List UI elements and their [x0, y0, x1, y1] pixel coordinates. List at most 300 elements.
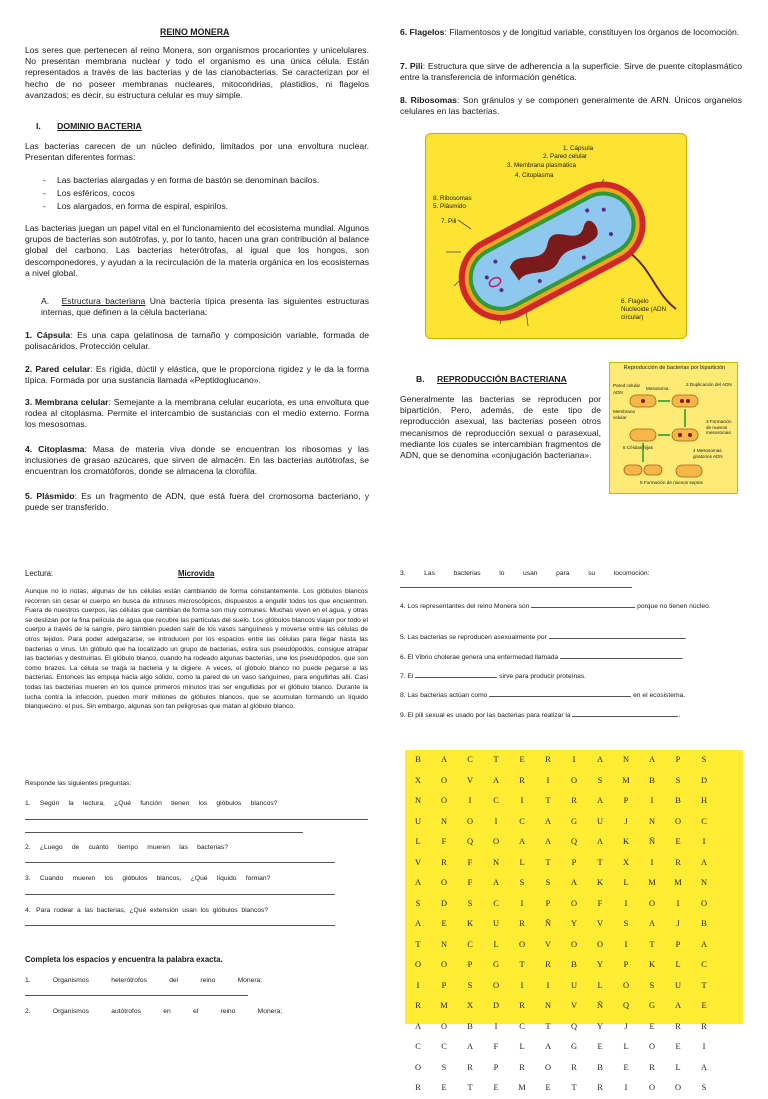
grid-letter[interactable]: O [440, 796, 448, 805]
grid-letter[interactable]: K [466, 919, 474, 928]
structure-label: 4. Citoplasma [25, 444, 85, 454]
grid-letter[interactable]: P [545, 898, 551, 908]
structure-label: 7. Pili [400, 61, 423, 71]
grid-letter[interactable] [717, 1078, 743, 1099]
grid-letter[interactable]: V [544, 939, 552, 949]
grid-letter[interactable]: A [492, 878, 500, 887]
grid-letter[interactable]: D [492, 1001, 500, 1010]
grid-letter[interactable]: O [674, 1083, 682, 1092]
bipartition-label: 4 Mesosomas giratorios ADN [693, 448, 723, 459]
grid-letter[interactable]: L [493, 939, 499, 949]
grid-letter[interactable]: O [570, 775, 578, 785]
grid-letter[interactable]: K [596, 878, 604, 887]
grid-letter[interactable]: E [675, 837, 681, 846]
grid-letter[interactable]: O [648, 1042, 656, 1051]
sub-a-text: Una bacteria típica presenta las siguientes estructuras internas, que definen a la célula bacteriana: [41, 296, 369, 318]
question-4: 4. Para rodear a las bacterias, ¿Qué extensión usan los glóbulos blancos? [25, 907, 269, 914]
grid-letter[interactable] [717, 853, 743, 874]
cell-label: 7. Pili [441, 217, 457, 225]
grid-letter[interactable]: X [622, 857, 630, 867]
list-item: - Los alargados, en forma de espiral, espirilos. [25, 201, 369, 212]
grid-letter[interactable]: T [571, 1083, 577, 1092]
grid-letter[interactable]: U [674, 980, 682, 990]
grid-letter[interactable]: A [674, 1001, 682, 1010]
question-r4 [400, 600, 742, 612]
grid-letter[interactable]: L [415, 837, 421, 846]
grid-letter[interactable]: I [702, 837, 706, 846]
grid-letter[interactable]: A [596, 796, 604, 805]
answer-line[interactable] [400, 587, 632, 588]
grid-letter[interactable]: E [701, 1001, 707, 1010]
grid-letter[interactable]: J [624, 816, 628, 826]
grid-letter[interactable]: P [675, 755, 681, 764]
structure-text: : Es un fragmento de ADN, que está fuera del cromosoma bacteriano, y puede ser transferido. [25, 491, 370, 513]
grid-letter[interactable]: I [572, 755, 576, 764]
question-text: porque no tienen núcleo. [637, 603, 711, 610]
grid-letter[interactable]: I [520, 980, 524, 990]
grid-letter[interactable]: S [701, 755, 707, 764]
grid-letter[interactable]: S [623, 919, 629, 928]
grid-letter[interactable]: V [466, 775, 474, 785]
grid-letter[interactable]: C [467, 755, 473, 764]
question-r9: 9. El pili sexual es usado por las bacterias para realizar la . [400, 709, 742, 721]
grid-letter[interactable]: J [624, 1021, 628, 1031]
cell-label: Nucleoide (ADN [621, 306, 667, 314]
grid-letter[interactable]: V [596, 919, 604, 928]
grid-letter[interactable] [717, 812, 743, 833]
grid-letter[interactable]: I [520, 796, 524, 805]
grid-letter[interactable]: O [492, 980, 500, 990]
grid-letter[interactable]: A [440, 755, 448, 764]
answer-blank[interactable] [549, 631, 685, 639]
grid-letter[interactable]: Q [622, 1001, 630, 1010]
cell-label: 1. Cápsula [563, 145, 594, 152]
cell-label: 2. Pared celular [543, 153, 588, 161]
grid-letter[interactable]: S [545, 878, 551, 887]
grid-letter[interactable]: O [648, 898, 656, 908]
grid-letter[interactable]: O [518, 939, 526, 949]
sub-a-title: Estructura bacteriana [61, 296, 146, 306]
cell-label: 8. Ribosomas [433, 195, 472, 202]
grid-letter[interactable]: I [520, 898, 524, 908]
grid-letter[interactable]: E [597, 1042, 603, 1051]
grid-letter[interactable]: F [597, 898, 603, 908]
grid-letter[interactable]: C [467, 939, 473, 949]
grid-letter[interactable]: R [545, 755, 551, 764]
grid-letter[interactable]: S [467, 898, 473, 908]
grid-letter[interactable]: O [414, 1062, 422, 1072]
grid-letter[interactable]: O [596, 939, 604, 949]
grid-letter[interactable]: Ñ [596, 1001, 604, 1010]
grid-letter[interactable]: M [622, 775, 630, 785]
grid-letter[interactable]: F [467, 857, 473, 867]
grid-letter[interactable]: A [466, 1042, 474, 1051]
structure-text: : Estructura que sirve de adherencia a la superficie. Sirve de puente citoplasmático entre la transferencia de información genética. [400, 61, 742, 83]
grid-letter[interactable]: R [571, 796, 577, 805]
grid-letter[interactable]: E [649, 1021, 655, 1031]
question-2: 2. ¿Luego de cuánto tiempo mueren las bacterias? [25, 844, 228, 851]
grid-letter[interactable]: I [494, 816, 498, 826]
grid-letter[interactable]: Q [466, 837, 474, 846]
grid-letter[interactable]: R [545, 960, 551, 969]
cell-labels-bottom [621, 298, 666, 323]
grid-letter[interactable]: T [545, 796, 551, 805]
grid-letter[interactable]: B [571, 960, 577, 969]
grid-letter[interactable]: I [650, 796, 654, 805]
list-item: - Las bacterias alargadas y en forma de bastón se denominan bacilos. [25, 175, 369, 186]
grid-letter[interactable]: L [597, 980, 603, 990]
grid-letter[interactable]: T [493, 755, 499, 764]
grid-letter[interactable]: E [675, 1042, 681, 1051]
grid-letter[interactable]: O [674, 816, 682, 826]
answer-blank[interactable] [415, 670, 497, 678]
grid-letter[interactable]: V [414, 857, 422, 867]
question-r5: 5. Las bacterias se reproducen asexualmente por . [400, 631, 742, 643]
grid-letter[interactable]: C [701, 816, 707, 826]
grid-letter[interactable]: A [544, 1042, 552, 1051]
grid-letter[interactable]: A [700, 1062, 708, 1072]
grid-letter[interactable]: S [597, 775, 603, 785]
grid-letter[interactable] [717, 750, 743, 771]
grid-letter[interactable]: T [701, 980, 707, 990]
grid-letter[interactable]: A [518, 837, 526, 846]
grid-letter[interactable]: G [492, 960, 500, 969]
grid-letter[interactable] [717, 935, 743, 956]
grid-letter[interactable] [717, 894, 743, 915]
grid-letter[interactable]: Y [570, 919, 578, 928]
bipartition-diagram [609, 362, 738, 494]
answer-line[interactable] [25, 894, 335, 895]
grid-letter[interactable]: T [649, 939, 655, 949]
grid-letter[interactable]: N [622, 755, 630, 764]
cell-labels-left [433, 195, 472, 226]
answer-blank[interactable] [572, 709, 678, 717]
grid-letter[interactable]: O [570, 898, 578, 908]
answer-blank[interactable] [489, 689, 631, 697]
structure-text: : Son gránulos y se componen generalmente de ARN. Únicos organelos celulares en las bacterias. [400, 95, 742, 117]
question-1: 1. Según la lectura, ¿Qué función tienen los glóbulos blancos? [25, 800, 278, 807]
grid-letter[interactable]: N [648, 816, 656, 826]
grid-letter[interactable] [717, 791, 743, 812]
grid-letter[interactable]: G [570, 1042, 578, 1051]
grid-letter[interactable]: A [700, 857, 708, 867]
answer-line[interactable] [25, 819, 368, 820]
question-3: 3. Cuando mueren los glóbulos blancos, ¿Qué líquido forman? [25, 875, 271, 882]
grid-letter[interactable]: C [441, 1042, 447, 1051]
grid-letter[interactable]: R [675, 1021, 681, 1031]
structure-text: : Es una capa gelatinosa de tamaño y composición variable, formada de polisacáridos. Protección celular. [25, 330, 369, 352]
grid-letter[interactable]: R [519, 919, 525, 928]
grid-letter[interactable]: N [440, 816, 448, 826]
grid-letter[interactable]: S [649, 980, 655, 990]
grid-letter[interactable] [717, 1017, 743, 1038]
grid-letter[interactable]: X [466, 1001, 474, 1010]
bipartition-label: ADN [613, 390, 623, 395]
grid-letter[interactable]: R [519, 1062, 525, 1072]
section-i-heading [36, 121, 142, 132]
grid-letter[interactable]: L [623, 878, 629, 887]
grid-letter[interactable]: O [544, 1062, 552, 1072]
bipartition-label: 2 Duplicación del ADN [686, 382, 732, 387]
grid-letter[interactable]: Q [570, 837, 578, 846]
grid-letter[interactable]: R [519, 1001, 525, 1010]
structure-label: 8. Ribosomas [400, 95, 457, 105]
grid-letter[interactable]: R [597, 1083, 603, 1092]
grid-letter[interactable]: R [415, 1083, 421, 1092]
fill-item-2: 2. Organismos autótrofos en el reino Monera: [25, 1008, 283, 1015]
grid-letter[interactable]: L [675, 1062, 681, 1072]
grid-letter[interactable] [717, 832, 743, 853]
grid-letter[interactable]: P [675, 939, 681, 949]
grid-letter[interactable]: O [440, 1021, 448, 1031]
grid-letter[interactable]: E [441, 919, 447, 928]
grid-letter[interactable]: N [544, 1001, 552, 1010]
grid-letter[interactable]: D [700, 775, 708, 785]
grid-letter[interactable] [717, 914, 743, 935]
fill-item-1: 1. Organismos heterótrofos del reino Monera: [25, 977, 263, 984]
grid-letter[interactable]: N [492, 857, 500, 867]
structure-cell-wall [25, 364, 369, 386]
grid-letter[interactable]: Ñ [544, 919, 552, 928]
grid-letter[interactable]: I [416, 980, 420, 990]
grid-letter[interactable]: L [519, 857, 525, 867]
grid-letter[interactable]: I [624, 939, 628, 949]
grid-letter[interactable]: P [467, 960, 473, 969]
grid-letter[interactable]: B [415, 755, 421, 764]
grid-letter[interactable]: A [544, 837, 552, 846]
bipartition-label: 5 Células hijas [623, 445, 653, 450]
question-text: en el ecosistema. [633, 692, 686, 699]
structure-label: 2. Pared celular [25, 364, 91, 374]
grid-letter[interactable]: M [518, 1083, 526, 1092]
grid-letter[interactable]: X [414, 775, 422, 785]
grid-letter[interactable]: R [675, 857, 681, 867]
grid-letter[interactable]: U [492, 919, 500, 928]
grid-letter[interactable]: I [624, 1083, 628, 1092]
answer-line[interactable] [25, 995, 248, 996]
grid-letter[interactable]: T [519, 960, 525, 969]
grid-letter[interactable]: A [414, 1021, 422, 1031]
grid-letter[interactable]: S [701, 1083, 707, 1092]
grid-letter[interactable]: P [441, 980, 447, 990]
grid-letter[interactable]: O [648, 1083, 656, 1092]
grid-letter[interactable]: R [701, 1021, 707, 1031]
grid-letter[interactable]: C [493, 796, 499, 805]
grid-letter[interactable]: T [545, 1021, 551, 1031]
grid-letter[interactable]: T [597, 857, 603, 867]
grid-letter[interactable]: E [545, 1083, 551, 1092]
grid-letter[interactable]: D [440, 898, 448, 908]
grid-letter[interactable]: S [467, 980, 473, 990]
grid-letter[interactable]: N [440, 939, 448, 949]
grid-letter[interactable]: I [676, 898, 680, 908]
grid-letter[interactable]: Y [596, 960, 604, 969]
grid-letter[interactable]: O [414, 960, 422, 969]
grid-letter[interactable]: A [414, 878, 422, 887]
grid-letter[interactable] [717, 955, 743, 976]
reading-label: Lectura: [25, 569, 54, 578]
grid-letter[interactable]: O [466, 816, 474, 826]
grid-letter[interactable]: K [622, 837, 630, 846]
grid-letter[interactable]: U [570, 980, 578, 990]
grid-letter[interactable]: B [701, 919, 707, 928]
grid-letter[interactable]: O [570, 939, 578, 949]
grid-letter[interactable]: F [441, 837, 447, 846]
grid-letter[interactable]: O [440, 960, 448, 969]
grid-letter[interactable]: L [623, 1042, 629, 1051]
grid-letter[interactable]: O [700, 898, 708, 908]
grid-letter[interactable]: S [441, 1062, 447, 1072]
grid-letter[interactable]: A [648, 919, 656, 928]
grid-letter[interactable]: T [467, 1083, 473, 1092]
grid-letter[interactable]: C [519, 1021, 525, 1031]
grid-letter[interactable]: T [545, 857, 551, 867]
grid-letter[interactable]: M [440, 1001, 448, 1010]
grid-letter[interactable]: E [441, 1083, 447, 1092]
grid-letter[interactable]: A [596, 837, 604, 846]
grid-letter[interactable]: O [492, 837, 500, 846]
grid-letter[interactable]: A [544, 816, 552, 826]
grid-letter[interactable]: L [519, 1042, 525, 1051]
bipartition-label: 5 Formación de nuevos septos [640, 480, 703, 485]
grid-letter[interactable]: G [648, 1001, 656, 1010]
complete-title: Completa los espacios y encuentra la palabra exacta. [25, 955, 223, 964]
structure-text: : Es rígida, dúctil y elástica, que le proporciona rigidez y le da la forma típica. Formada por una sustancia llamada «Peptidoglucano». [25, 364, 369, 386]
cell-label: 3. Membrana plasmática [507, 161, 576, 169]
grid-letter[interactable]: R [571, 1062, 577, 1072]
grid-letter[interactable]: I [468, 796, 472, 805]
grid-letter[interactable]: F [493, 1042, 499, 1051]
answer-blank[interactable] [531, 600, 635, 608]
grid-letter[interactable]: C [701, 960, 707, 969]
grid-letter[interactable]: O [440, 775, 448, 785]
question-text: 5. Las bacterias se reproducen asexualmente por [400, 634, 547, 641]
answer-line[interactable] [25, 832, 303, 833]
question-text: 6. El Vibrio cholerae genera una enfermedad llamada [400, 654, 559, 661]
reading-text: Aunque no lo notas, algunas de tus células están cambiando de forma constantemente. Los glóbulos blancos recorren sin cesar el cuerpo en busca de intrusos microscópicos, dispuestos a engullir todos los que encuentren. Fuera de nuestros cuerpos, las células que cambian de forma son muy comunes. Muchas viven en el agua, y otras se deslizan por la fina película de agua que recubre las partículas del suelo. Los glóbulos blancos viajan por todo el cuerpo a través de la sangre, pero también pueden salir de los vasos sanguíneos y moverse entre las células de otros tejidos. Para poder adelgazarse, se introducen por los espacios entre las células para llegar hasta las bacterias o virus. Un glóbulo que ha localizado un grupo de bacterias, estira sus pseudópodos, consigue atrapar las bacterias y destruirlas. El glóbulo blanco, cuando ha rodeado algunas bacterias, une los pseudópodos, que son como brazos. La célula se traga la bacteria y la digiere. A veces, el glóbulo blanco no puede pegarse a las bacterias. Entonces las empuja hacia algo sólido, como la pared de un vaso sanguíneo, para engullirlas allí. Casi todas las bacterias mueren en los quince primeros minutos tras ser engullidas por el glóbulo blanco. Durante la lucha contra la infección, pueden morir millones de glóbulos blancos, que se acumulan formando un líquido blanquecino, el pus. Sin embargo, algunas son tan peligrosas que matan al glóbulo blanco. [25, 588, 368, 711]
grid-letter[interactable]: I [546, 775, 550, 785]
structure-membrane [25, 397, 369, 431]
grid-letter[interactable]: O [622, 980, 630, 990]
grid-letter[interactable]: P [623, 796, 629, 805]
grid-letter[interactable] [717, 873, 743, 894]
section-i-title: DOMINIO BACTERIA [57, 121, 142, 131]
grid-letter[interactable]: G [570, 816, 578, 826]
cell-labels-group [507, 145, 593, 181]
grid-letter[interactable] [717, 976, 743, 997]
grid-letter[interactable]: S [519, 878, 525, 887]
grid-letter[interactable]: A [570, 878, 578, 887]
grid-letter[interactable]: I [546, 980, 550, 990]
grid-letter[interactable]: A [700, 939, 708, 949]
section-i-intro: Las bacterias carecen de un núcleo definido, limitados por una envoltura nuclear. Presentan diferentes formas: [25, 141, 369, 163]
grid-letter[interactable]: R [649, 1062, 655, 1072]
grid-letter[interactable]: O [440, 878, 448, 887]
section-i-number: I. [36, 121, 41, 131]
grid-letter[interactable]: C [493, 898, 499, 908]
cell-label: 6. Flagelo [621, 298, 649, 305]
grid-letter[interactable]: Q [570, 1021, 578, 1031]
grid-letter[interactable] [717, 996, 743, 1017]
grid-letter[interactable]: S [415, 898, 421, 908]
grid-letter[interactable]: R [519, 775, 525, 785]
grid-letter[interactable]: K [648, 960, 656, 969]
forms-list [25, 175, 369, 213]
grid-letter[interactable]: N [414, 796, 422, 805]
grid-letter[interactable]: N [700, 878, 708, 887]
grid-letter[interactable]: P [623, 960, 629, 969]
grid-letter[interactable]: V [570, 1001, 578, 1010]
structure-label: 1. Cápsula [25, 330, 71, 340]
grid-letter[interactable] [717, 771, 743, 792]
grid-letter[interactable]: Y [596, 1021, 604, 1031]
reading-title: Microvida [178, 569, 215, 578]
grid-letter[interactable]: L [675, 960, 681, 969]
question-text: 9. El pili sexual es usado por las bacterias para realizar la [400, 712, 571, 719]
grid-letter[interactable]: S [675, 775, 681, 785]
grid-letter[interactable]: M [674, 878, 682, 887]
grid-letter[interactable]: I [624, 898, 628, 908]
question-text: sirve para producir proteínas. [499, 673, 587, 680]
grid-letter[interactable]: U [414, 816, 422, 826]
grid-letter[interactable]: R [441, 857, 447, 867]
grid-letter[interactable]: P [493, 1062, 499, 1072]
structure-capsule [25, 330, 369, 352]
grid-letter[interactable]: Ñ [648, 837, 656, 846]
cell-label: circular) [621, 314, 644, 322]
grid-letter[interactable]: R [415, 1001, 421, 1010]
grid-letter[interactable]: A [414, 919, 422, 928]
grid-letter[interactable]: B [649, 775, 655, 785]
grid-letter[interactable]: E [623, 1062, 629, 1072]
answer-line[interactable] [25, 925, 335, 926]
answer-line[interactable] [25, 862, 335, 863]
grid-letter[interactable]: B [675, 796, 681, 805]
grid-letter[interactable]: T [415, 939, 421, 949]
grid-letter[interactable]: P [571, 857, 577, 867]
grid-letter[interactable]: I [702, 1042, 706, 1051]
grid-letter[interactable]: I [650, 857, 654, 867]
word-search-grid[interactable] [405, 750, 743, 1092]
structure-flagella [400, 27, 742, 38]
answer-blank[interactable] [560, 651, 682, 659]
grid-letter[interactable]: F [467, 878, 473, 887]
grid-letter[interactable] [717, 1058, 743, 1079]
list-item: - Los esféricos, cocos [25, 188, 369, 199]
grid-letter[interactable]: H [700, 796, 708, 805]
grid-letter[interactable]: B [467, 1021, 473, 1031]
grid-letter[interactable]: A [648, 755, 656, 764]
grid-letter[interactable]: B [597, 1062, 603, 1072]
grid-letter[interactable]: A [596, 755, 604, 764]
grid-letter[interactable]: C [519, 816, 525, 826]
grid-letter[interactable]: U [596, 816, 604, 826]
grid-letter[interactable]: E [519, 755, 525, 764]
grid-letter[interactable]: I [494, 1021, 498, 1031]
grid-letter[interactable]: A [492, 775, 500, 785]
grid-letter[interactable]: E [493, 1083, 499, 1092]
grid-letter[interactable]: C [415, 1042, 421, 1051]
grid-letter[interactable]: J [676, 919, 680, 928]
grid-letter[interactable]: R [467, 1062, 473, 1072]
structure-label: 3. Membrana celular [25, 397, 109, 407]
grid-letter[interactable]: M [648, 878, 656, 887]
cell-label: 4. Citoplasma [515, 172, 554, 180]
section-b-letter: B. [416, 374, 425, 384]
sub-a-paragraph [41, 296, 369, 318]
grid-letter[interactable] [717, 1037, 743, 1058]
question-r6: 6. El Vibrio cholerae genera una enfermedad llamada . [400, 651, 742, 663]
